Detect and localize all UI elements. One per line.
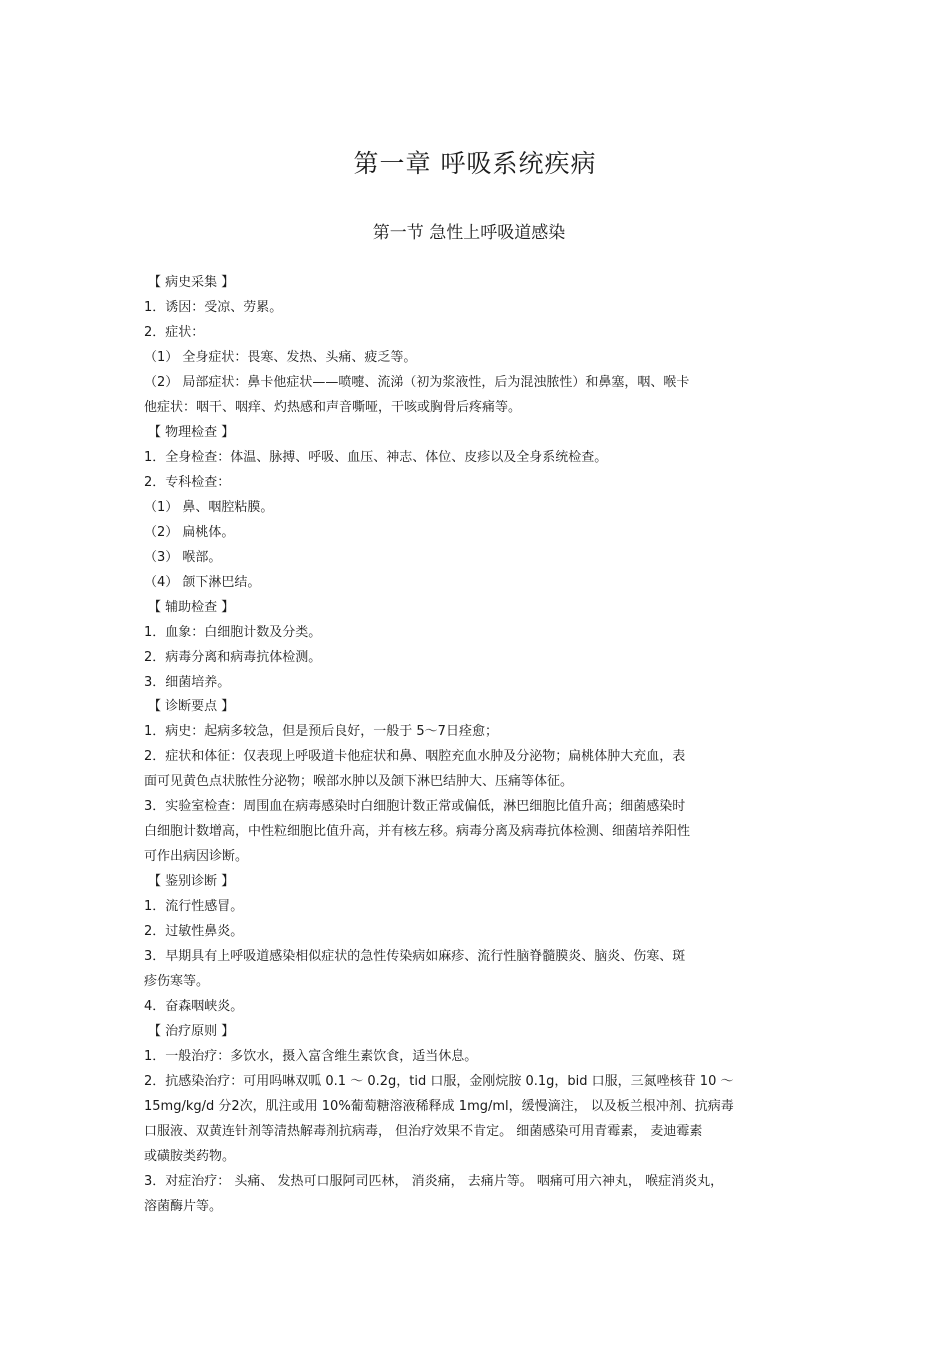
text-line: 疹伤寒等。 [144,974,210,989]
text-line: 3．对症治疗： 头痛、 发热可口服阿司匹林， 消炎痛， 去痛片等。 咽痛可用六神丸， 喉症消炎丸， [144,1174,724,1189]
text-line: 2．过敏性鼻炎。 [144,924,244,939]
heading-treatment: 【 治疗原则 】 [148,1024,235,1039]
text-line: 口服液、双黄连针剂等清热解毒剂抗病毒， 但治疗效果不肯定。 细菌感染可用青霉素， 麦迪霉素 [144,1124,703,1139]
text-line: 1．全身检查：体温、脉搏、呼吸、血压、神志、体位、皮疹以及全身系统检查。 [144,450,608,465]
text-line: 2．症状： [144,325,205,340]
text-line: （1） 鼻、咽腔粘膜。 [144,500,274,515]
chapter-title: 第一章 呼吸系统疾病 [353,149,597,178]
text-line: 3．实验室检查：周围血在病毒感染时白细胞计数正常或偏低，淋巴细胞比值升高；细菌感染时 [144,799,686,814]
text-line: 15mg/kg/d 分2次，肌注或用 10%葡萄糖溶液稀释成 1mg/ml，缓慢滴注， 以及板兰根冲剂、抗病毒 [144,1099,734,1114]
text-line: 溶菌酶片等。 [144,1199,223,1214]
heading-differential: 【 鉴别诊断 】 [148,874,235,889]
text-line: 他症状：咽干、咽痒、灼热感和声音嘶哑，干咳或胸骨后疼痛等。 [144,400,522,415]
text-line: 或磺胺类药物。 [144,1149,236,1164]
text-line: 面可见黄色点状脓性分泌物；喉部水肿以及颌下淋巴结肿大、压痛等体征。 [144,774,574,789]
text-line: 1．病史：起病多较急，但是预后良好，一般于 5～7日痊愈； [144,724,498,739]
heading-physical-exam: 【 物理检查 】 [148,425,235,440]
text-line: 1．一般治疗：多饮水，摄入富含维生素饮食，适当休息。 [144,1049,478,1064]
section-title: 第一节 急性上呼吸道感染 [372,223,566,243]
text-line: 1．流行性感冒。 [144,899,244,914]
text-line: （1） 全身症状：畏寒、发热、头痛、疲乏等。 [144,350,417,365]
heading-auxiliary-exam: 【 辅助检查 】 [148,600,235,615]
text-line: （2） 扁桃体。 [144,525,235,540]
text-line: 可作出病因诊断。 [144,849,249,864]
text-line: 1．血象：白细胞计数及分类。 [144,625,322,640]
text-line: 4．奋森咽峡炎。 [144,999,244,1014]
text-line: 3．细菌培养。 [144,675,231,690]
text-line: 2．症状和体征：仅表现上呼吸道卡他症状和鼻、咽腔充血水肿及分泌物；扁桃体肿大充血，表 [144,749,686,764]
text-line: 3．早期具有上呼吸道感染相似症状的急性传染病如麻疹、流行性脑脊髓膜炎、脑炎、伤寒、斑 [144,949,686,964]
text-line: （3） 喉部。 [144,550,222,565]
text-line: （4） 颌下淋巴结。 [144,575,261,590]
heading-diagnosis: 【 诊断要点 】 [148,699,235,714]
text-line: 2．抗感染治疗：可用吗啉双呱 0.1 ～ 0.2g，tid 口服，金刚烷胺 0.1g，bid 口服，三氮唑核苷 10 ～ [144,1074,734,1089]
text-line: 2．专科检查： [144,475,231,490]
text-line: 2．病毒分离和病毒抗体检测。 [144,650,322,665]
text-line: 1．诱因：受凉、劳累。 [144,300,283,315]
text-line: （2） 局部症状：鼻卡他症状——喷嚏、流涕（初为浆液性，后为混浊脓性）和鼻塞，咽、喉卡 [144,375,690,390]
heading-history: 【 病史采集 】 [148,275,235,290]
text-line: 白细胞计数增高，中性粒细胞比值升高，并有核左移。病毒分离及病毒抗体检测、细菌培养阳性 [144,824,691,839]
